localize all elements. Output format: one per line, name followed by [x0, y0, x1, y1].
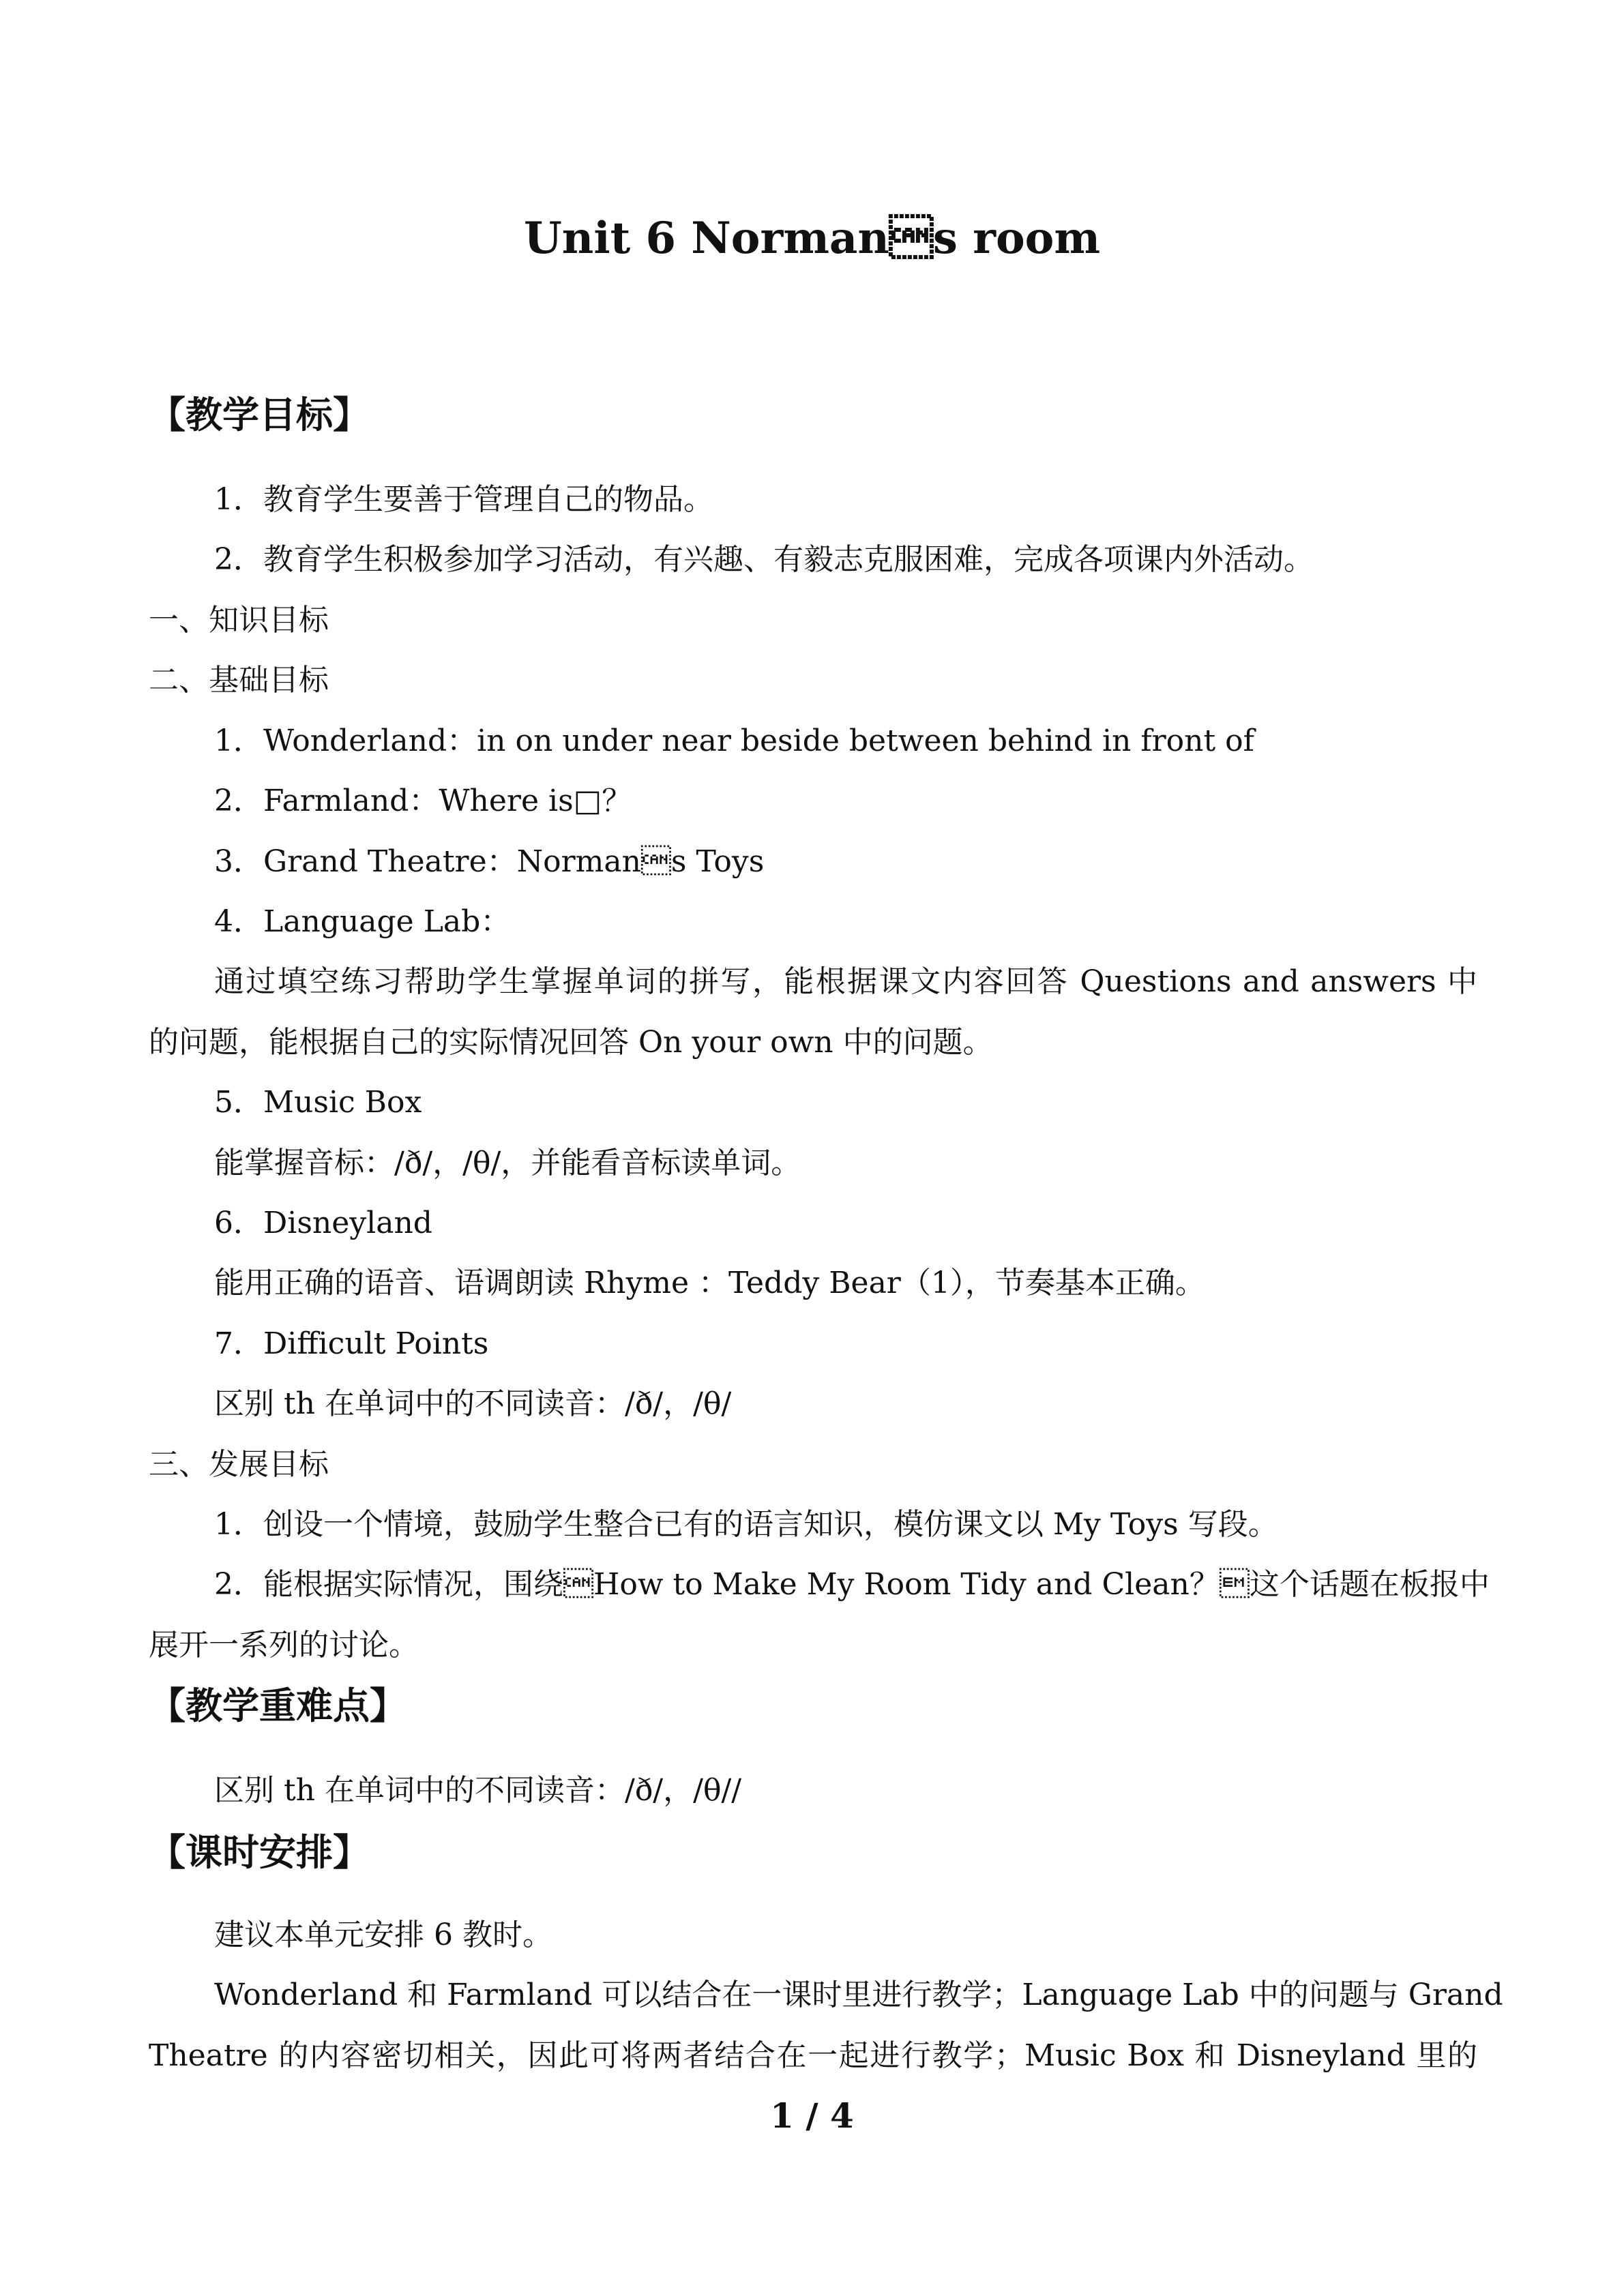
- knowledge-heading: 一、知识目标: [149, 603, 329, 638]
- basic-item-6-desc: 能用正确的语音、语调朗读 Rhyme ：Teddy Bear（1），节奏基本正确。: [214, 1266, 1205, 1300]
- goal-item-1: 1．教育学生要善于管理自己的物品。: [214, 482, 713, 517]
- development-item-1: 1．创设一个情境，鼓励学生整合已有的语言知识，模仿课文以 My Toys 写段。: [214, 1507, 1278, 1542]
- section-heading-schedule: 【课时安排】: [149, 1830, 370, 1874]
- basic-item-4-desc-line2: 的问题，能根据自己的实际情况回答 On your own 中的问题。: [149, 1025, 993, 1060]
- basic-item-1: 1．Wonderland：in on under near beside between behind in front of: [214, 724, 1254, 758]
- key-points-text: 区别 th 在单词中的不同读音：/ð/，/θ//: [214, 1773, 742, 1808]
- basic-item-3: 3．Grand Theatre：Normans Toys: [214, 844, 765, 879]
- section-heading-key-points: 【教学重难点】: [149, 1684, 407, 1727]
- basic-heading: 二、基础目标: [149, 663, 329, 698]
- basic-item-7: 7．Difficult Points: [214, 1326, 489, 1361]
- page-number: 1 / 4: [770, 2096, 854, 2136]
- basic-item-2: 2．Farmland：Where is□？: [214, 784, 632, 818]
- basic-item-6: 6．Disneyland: [214, 1206, 432, 1240]
- section-heading-goals: 【教学目标】: [149, 393, 370, 436]
- basic-item-4-desc-line1: 通过填空练习帮助学生掌握单词的拼写，能根据课文内容回答 Questions and answers 中: [214, 964, 1477, 999]
- development-heading: 三、发展目标: [149, 1447, 329, 1482]
- basic-item-7-desc: 区别 th 在单词中的不同读音：/ð/，/θ/: [214, 1386, 732, 1421]
- schedule-line-1: 建议本单元安排 6 教时。: [214, 1918, 552, 1952]
- goal-item-2: 2．教育学生积极参加学习活动，有兴趣、有毅志克服困难，完成各项课内外活动。: [214, 542, 1314, 577]
- development-item-2-line2: 展开一系列的讨论。: [149, 1628, 419, 1663]
- basic-item-5: 5．Music Box: [214, 1085, 422, 1120]
- basic-item-4: 4．Language Lab：: [214, 904, 511, 939]
- basic-item-5-desc: 能掌握音标：/ð/，/θ/，并能看音标读单词。: [214, 1146, 801, 1180]
- page-title: Unit 6 Normans room: [523, 213, 1101, 264]
- development-item-2-line1: 2．能根据实际情况，围绕How to Make My Room Tidy and Clean？这个话题在板报中: [214, 1567, 1490, 1602]
- schedule-line-2: Wonderland 和 Farmland 可以结合在一课时里进行教学；Language Lab 中的问题与 Grand: [214, 1978, 1503, 2012]
- schedule-line-3: Theatre 的内容密切相关，因此可将两者结合在一起进行教学；Music Box 和 Disneyland 里的: [149, 2038, 1477, 2073]
